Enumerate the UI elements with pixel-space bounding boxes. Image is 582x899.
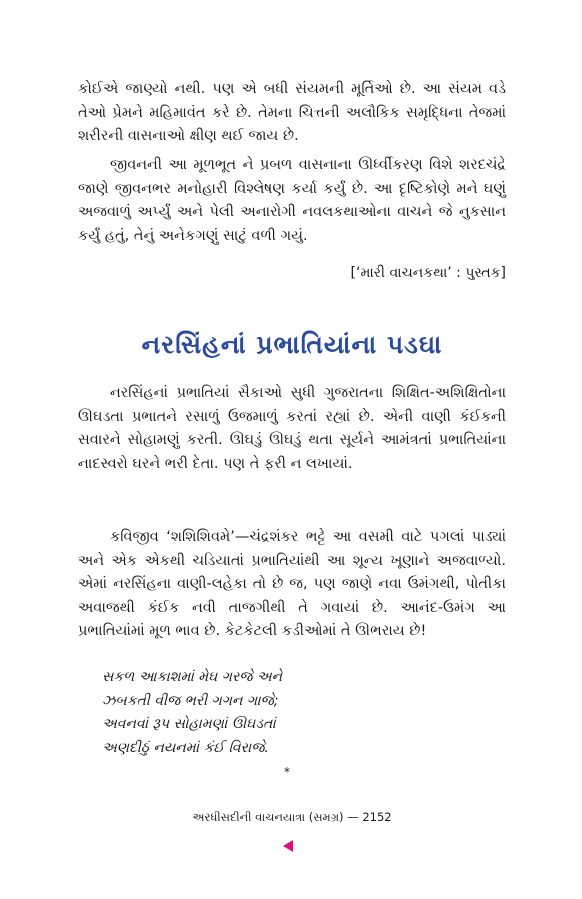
poem-line: અવનવાં રૂપ સોહામણાં ઊઘડતાં: [102, 716, 276, 732]
paragraph-sharadchandra: જીવનની આ મૂળભૂત ને પ્રબળ વાસનાના ઊર્ધ્વીકરણ વિશે શરદચંદ્રે જાણે જીવનભર મનોહારી વિશ્લેષણ કર્યા કર્યું છે. આ દૃષ્ટિકોણે મને ઘણું અજવાળું અર્પ્યું અને પેલી અનારોગી નવલકથાઓના વાચને જે નુકસાન કર્યું હતું, તેનું અનેકગણું સાટું વળી ગયું.: [78, 157, 506, 244]
paragraph-kavijiv: કવિજીવ ‘શશિશિવમે’—ચંદ્રશંકર ભટ્ટે આ વસમી વાટે પગલાં પાડ્યાં અને એક એકથી ચડિયાતાં પ્રભાતિયાંથી આ શૂન્ય ખૂણાને અજવાળ્યો. એમાં નરસિંહના વાણી-લહેકા તો છે જ, પણ જાણે નવા ઉમંગથી, પોતીકા અવાજથી કંઈક નવી તાજગીથી તે ગવાયાં છે. આનંદ-ઉમંગ આ પ્રભાતિયાંમાં મૂળ ભાવ છે. કેટકેટલી કડીઓમાં તે ઊભરાય છે!: [78, 529, 506, 639]
page-footer: અરધીસદીની વાચનયાત્રા (સમગ્ર) — 2152: [192, 810, 392, 824]
section-separator: *: [284, 765, 290, 779]
triangle-left-icon[interactable]: [283, 840, 293, 852]
poem-line: સકળ આકાશમાં મેઘ ગરજે અને: [102, 669, 283, 685]
section-title: નરસિંહનાં પ્રભાતિયાંના પડઘા: [141, 330, 443, 359]
source-note: [‘મારી વાચનકથા’ : પુસ્તક]: [350, 265, 506, 281]
poem-line: અણદીઠું નયનમાં કંઈ વિરાજે.: [102, 739, 269, 756]
poem-stanza: [102, 666, 282, 760]
paragraph-continued: કોઈએ જાણ્યો નથી. પણ એ બધી સંયમની મૂર્તિઓ છે. આ સંયમ વડે તેઓ પ્રેમને મહિમાવંત કરે છે. તેમના ચિત્તની અલૌકિક સમૃદ્ધિના તેજમાં શરીરની વાસનાઓ ક્ષીણ થઈ જાય છે.: [78, 81, 506, 144]
document-page: [78, 0, 506, 899]
paragraph-narsinh: નરસિંહનાં પ્રભાતિયાં સૈકાઓ સુધી ગુજરાતના શિક્ષિત-અશિક્ષિતોના ઊઘડતા પ્રભાતને રસાળું ઉજમાળું કરતાં રહ્યાં છે. એની વાણી કંઈકની સવારને સોહામણું કરતી. ઊઘડું ઊઘડું થતા સૂર્યને આમંત્રતાં પ્રભાતિયાંના નાદસ્વરો ઘરને ભરી દેતા. પણ તે ફરી ન લખાયાં.: [78, 385, 506, 472]
poem-line: ઝબકતી વીજ ભરી ગગન ગાજે;: [102, 692, 279, 709]
